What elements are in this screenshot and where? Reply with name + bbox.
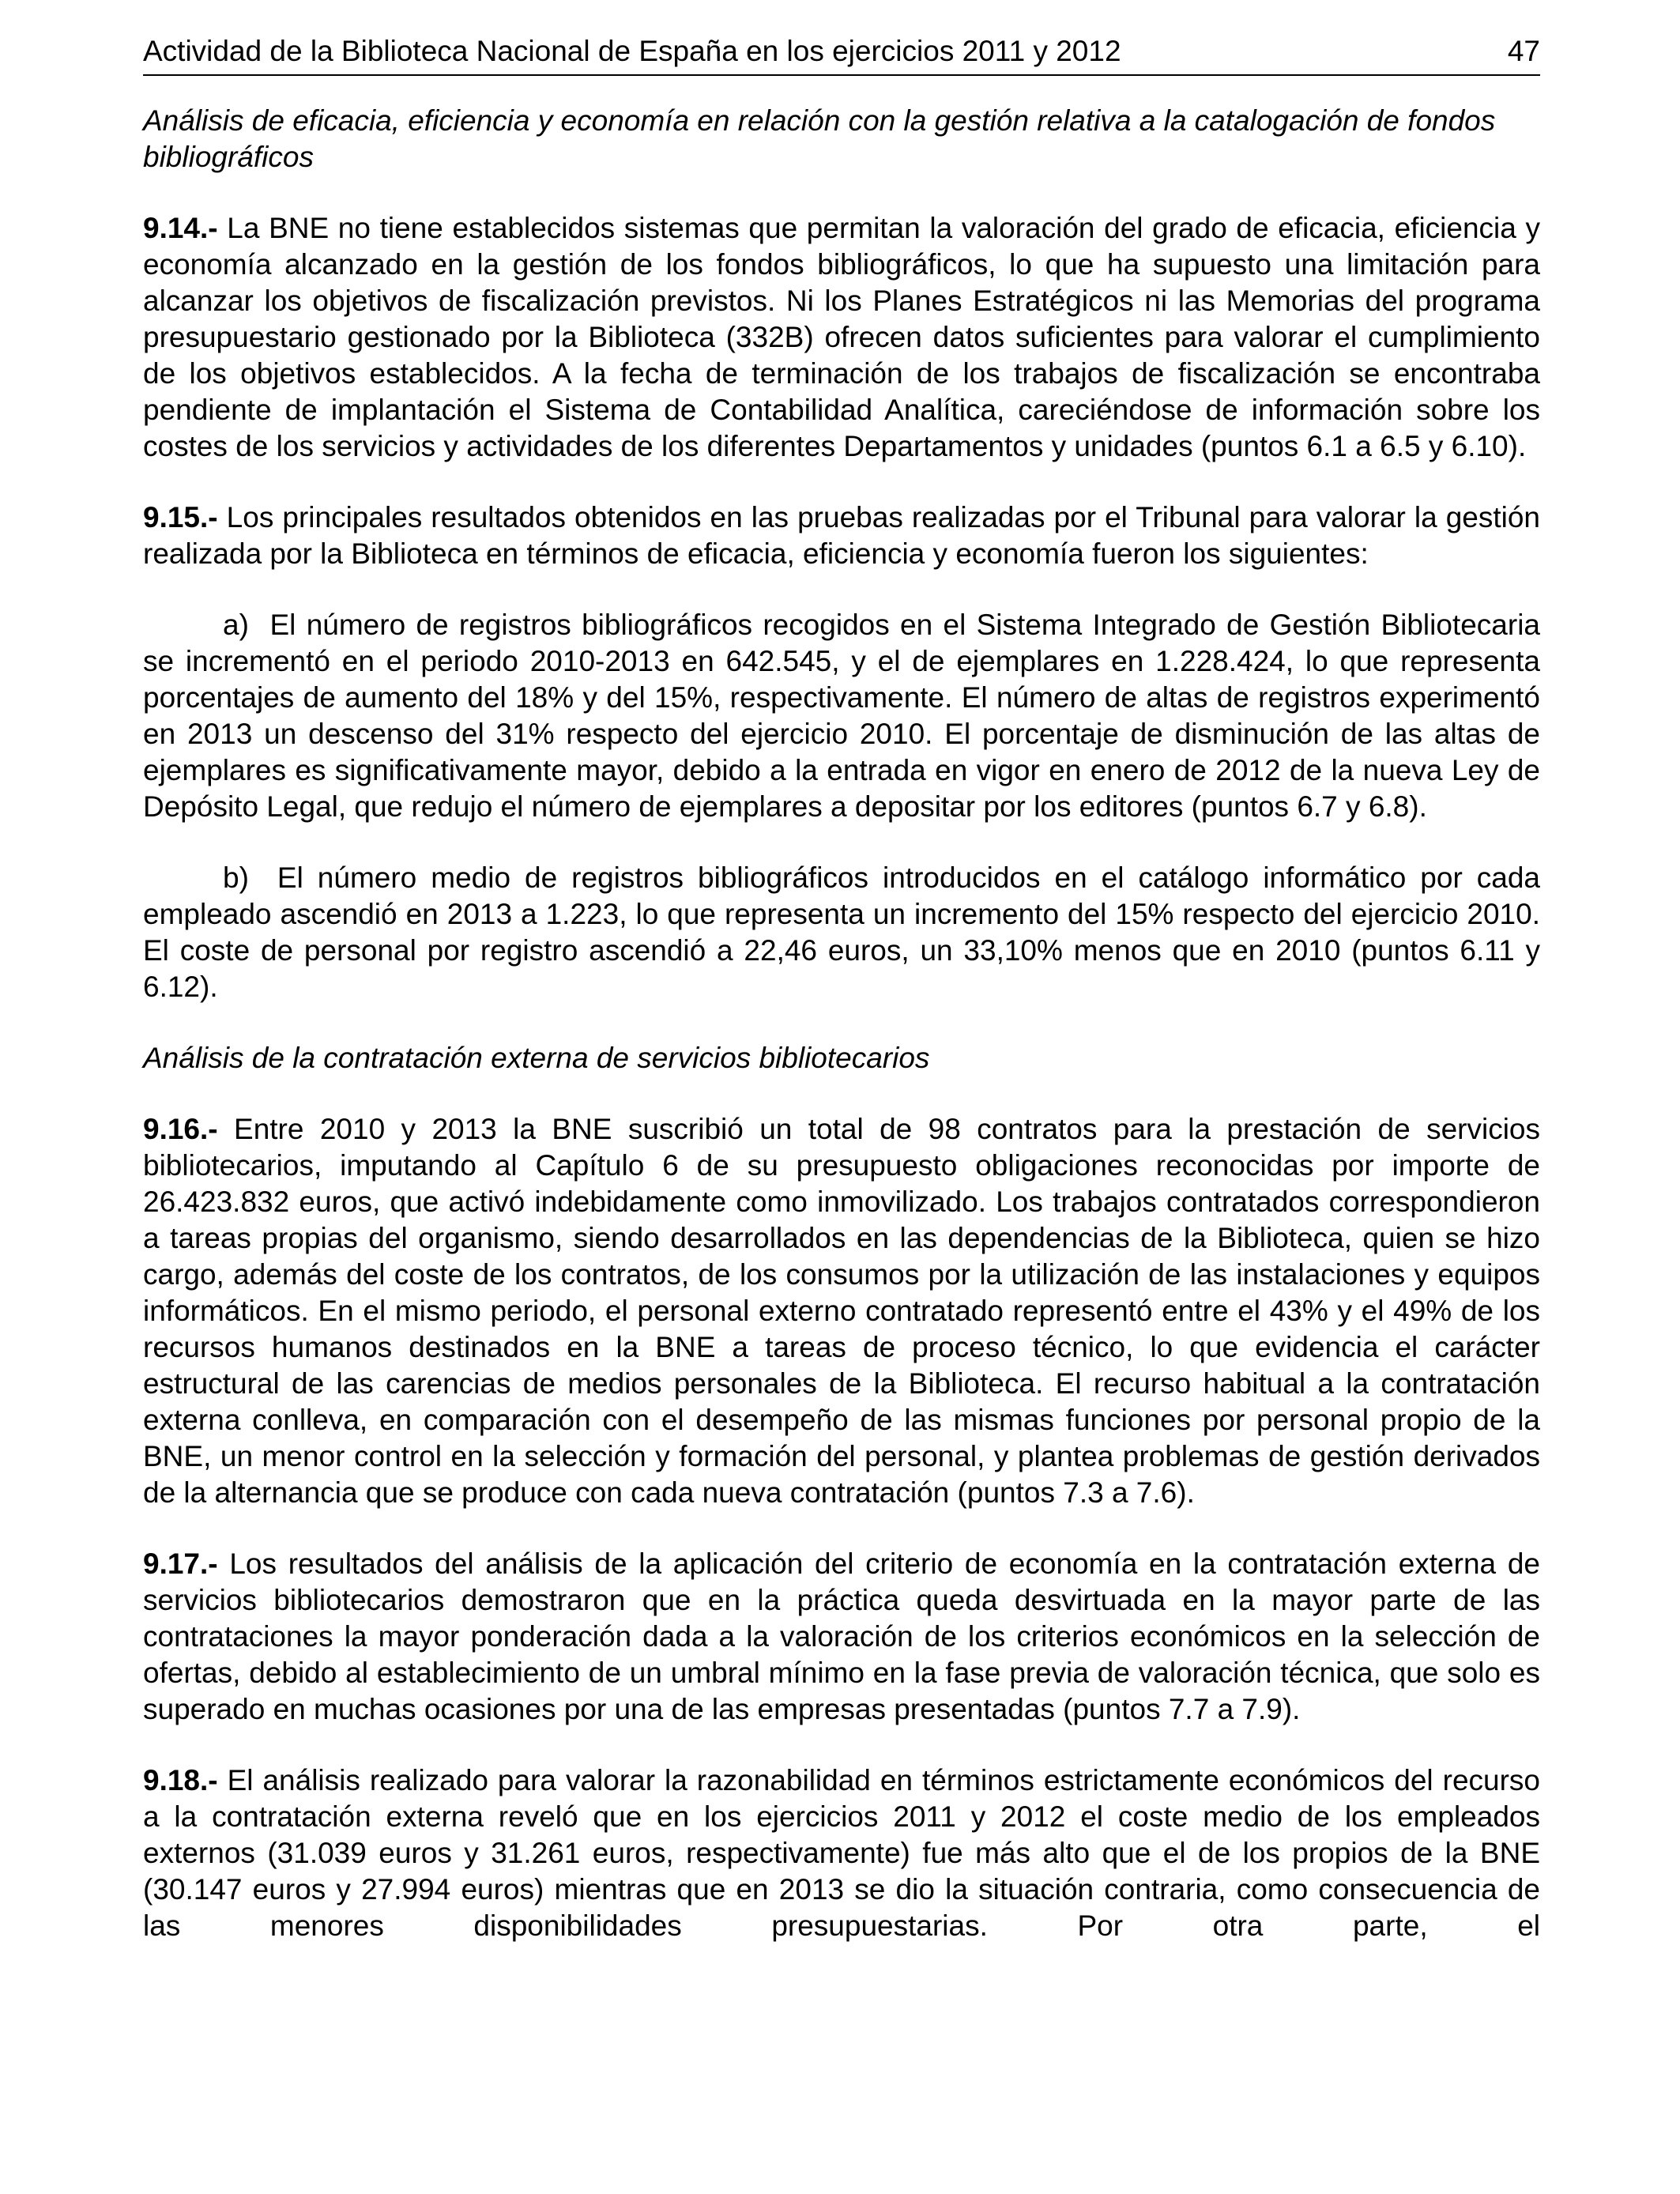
paragraph-text: El análisis realizado para valorar la razonabilidad en términos estrictamente económicos del recurso a la contratación externa reveló que en los ejercicios 2011 y 2012 el coste medio de los empleados externos (31.039 euros y 31.261 euros, respectivamente) fue más alto que el de los propios de la BNE (30.147 euros y 27.994 euros) mientras que en 2013 se dio la situación contraria, como consecuencia de las menores disponibilidades presupuestarias. Por otra parte, el [143, 1764, 1540, 1942]
paragraph-9-16 [143, 1111, 1540, 1511]
running-header [143, 32, 1540, 76]
paragraph-number: 9.17.- [143, 1547, 218, 1580]
paragraph-text: Los principales resultados obtenidos en las pruebas realizadas por el Tribunal para valorar la gestión realizada por la Biblioteca en términos de eficacia, eficiencia y economía fueron los siguientes: [143, 501, 1540, 570]
paragraph-text: Los resultados del análisis de la aplicación del criterio de economía en la contratación externa de servicios bibliotecarios demostraron que en la práctica queda desvirtuada en la mayor parte de las contrataciones la mayor ponderación dada a la valoración de los criterios económicos en la selección de ofertas, debido al establecimiento de un umbral mínimo en la fase previa de valoración técnica, que solo es superado en muchas ocasiones por una de las empresas presentadas (puntos 7.7 a 7.9). [143, 1547, 1540, 1725]
document-body [143, 103, 1540, 1944]
section-title-contratacion: Análisis de la contratación externa de servicios bibliotecarios [143, 1042, 930, 1074]
subparagraph-b: b) El número medio de registros bibliográficos introducidos en el catálogo informático por cada empleado ascendió en 2013 a 1.223, lo que representa un incremento del 15% respecto del ejercicio 2010. El coste de personal por registro ascendió a 22,46 euros, un 33,10% menos que en 2010 (puntos 6.11 y 6.12). [143, 861, 1540, 1003]
page-number: 47 [1507, 35, 1540, 67]
section-title-catalogacion: Análisis de eficacia, eficiencia y economía en relación con la gestión relativa a la catalogación de fondos bibliográficos [143, 104, 1496, 173]
subparagraph-a: a) El número de registros bibliográficos recogidos en el Sistema Integrado de Gestión Bibliotecaria se incrementó en el periodo 2010-2013 en 642.545, y el de ejemplares en 1.228.424, lo que representa porcentajes de aumento del 18% y del 15%, respectivamente. El número de altas de registros experimentó en 2013 un descenso del 31% respecto del ejercicio 2010. El porcentaje de disminución de las altas de ejemplares es significativamente mayor, debido a la entrada en vigor en enero de 2012 de la nueva Ley de Depósito Legal, que redujo el número de ejemplares a depositar por los editores (puntos 6.7 y 6.8). [143, 609, 1540, 823]
paragraph-9-15 [143, 499, 1540, 572]
paragraph-text: La BNE no tiene establecidos sistemas que permitan la valoración del grado de eficacia, eficiencia y economía alcanzado en la gestión de los fondos bibliográficos, lo que ha supuesto una limitación para alcanzar los objetivos de fiscalización previstos. Ni los Planes Estratégicos ni las Memorias del programa presupuestario gestionado por la Biblioteca (332B) ofrecen datos suficientes para valorar el cumplimiento de los objetivos establecidos. A la fecha de terminación de los trabajos de fiscalización se encontraba pendiente de implantación el Sistema de Contabilidad Analítica, careciéndose de información sobre los costes de los servicios y actividades de los diferentes Departamentos y unidades (puntos 6.1 a 6.5 y 6.10). [143, 212, 1540, 462]
paragraph-9-18 [143, 1762, 1540, 1944]
document-page [143, 32, 1540, 1944]
paragraph-number: 9.18.- [143, 1764, 218, 1796]
paragraph-number: 9.15.- [143, 501, 218, 533]
paragraph-text: Entre 2010 y 2013 la BNE suscribió un total de 98 contratos para la prestación de servicios bibliotecarios, imputando al Capítulo 6 de su presupuesto obligaciones reconocidas por importe de 26.423.832 euros, que activó indebidamente como inmovilizado. Los trabajos contratados correspondieron a tareas propias del organismo, siendo desarrollados en las dependencias de la Biblioteca, quien se hizo cargo, además del coste de los contratos, de los consumos por la utilización de las instalaciones y equipos informáticos. En el mismo periodo, el personal externo contratado representó entre el 43% y el 49% de los recursos humanos destinados en la BNE a tareas de proceso técnico, lo que evidencia el carácter estructural de las carencias de medios personales de la Biblioteca. El recurso habitual a la contratación externa conlleva, en comparación con el desempeño de las mismas funciones por personal propio de la BNE, un menor control en la selección y formación del personal, y plantea problemas de gestión derivados de la alternancia que se produce con cada nueva contratación (puntos 7.3 a 7.6). [143, 1113, 1540, 1509]
running-header-title: Actividad de la Biblioteca Nacional de España en los ejercicios 2011 y 2012 [143, 35, 1121, 67]
paragraph-number: 9.16.- [143, 1113, 218, 1145]
paragraph-number: 9.14.- [143, 212, 218, 244]
paragraph-9-14 [143, 210, 1540, 465]
paragraph-9-17 [143, 1546, 1540, 1728]
